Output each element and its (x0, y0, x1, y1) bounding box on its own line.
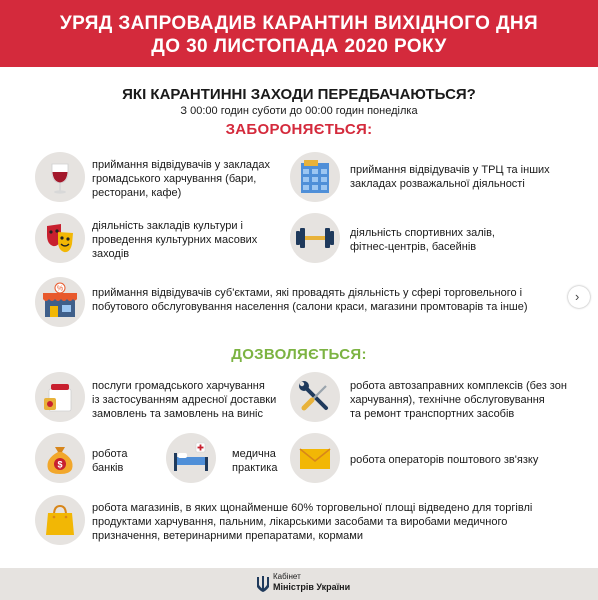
theater-masks-icon (35, 213, 85, 263)
allowed-item-delivery: послуги громадського харчування із застосуванням адресної доставки замовлень та замовлень на виніс (92, 380, 277, 420)
forbidden-item-restaurants: приймання відвідувачів у закладах громадського харчування (бари, ресторани, кафе) (92, 159, 271, 199)
forbidden-item-culture: діяльність закладів культури і проведення культурних масових заходів (92, 220, 258, 260)
svg-text:$: $ (57, 459, 63, 470)
forbidden-item-gyms: діяльність спортивних залів, фітнес-центрів, басейнів (350, 227, 495, 253)
footer-org-line1: Кабінет (273, 572, 301, 581)
hospital-bed-icon (166, 433, 216, 483)
header-banner (0, 0, 598, 67)
wrench-screwdriver-icon (290, 372, 340, 422)
next-slide-button[interactable] (568, 286, 590, 308)
forbidden-item-services: приймання відвідувачів суб'єктами, які провадять діяльність у сфері торговельного і побутового обслуговування населення (салони краси, магазини промтоварів та інше) (92, 287, 528, 313)
header-title-line1: УРЯД ЗАПРОВАДИВ КАРАНТИН ВИХІДНОГО ДНЯ (59, 13, 539, 34)
envelope-icon (290, 433, 340, 483)
footer (0, 568, 598, 600)
header-title-line2: ДО 30 ЛИСТОПАДА 2020 РОКУ (151, 36, 447, 57)
footer-org-line2: Міністрів України (273, 582, 351, 592)
svg-text:%: % (56, 285, 64, 293)
allowed-item-gas-stations: робота автозаправних комплексів (без зон харчування), технічне обслуговування та ремонт транспортних засобів (350, 380, 567, 420)
allowed-item-post: робота операторів поштового зв'язку (350, 454, 539, 466)
store-percent-icon (35, 277, 85, 327)
takeaway-food-icon (35, 372, 85, 422)
wine-glass-icon (35, 152, 85, 202)
money-bag-icon (35, 433, 85, 483)
allowed-item-banks: робота банків (92, 448, 128, 474)
shopping-mall-icon (290, 152, 340, 202)
allowed-item-groceries: робота магазинів, в яких щонайменше 60% торговельної площі відведено для торгівлі продуктами харчування, пальним, лікарськими засобами та виробами медичного призначення, ветеринарними препаратами, кормами (92, 502, 533, 542)
shopping-bag-icon (35, 495, 85, 545)
allowed-item-medicine: медична практика (232, 448, 278, 474)
trident-icon (256, 575, 270, 593)
forbidden-item-malls: приймання відвідувачів у ТРЦ та інших закладах розважальної діяльності (350, 164, 550, 190)
time-subtitle: З 00:00 годин суботи до 00:00 годин понеділка (180, 105, 418, 117)
chevron-right-icon: › (575, 289, 580, 304)
dumbbell-icon (290, 213, 340, 263)
question-heading: ЯКІ КАРАНТИННІ ЗАХОДИ ПЕРЕДБАЧАЮТЬСЯ? (122, 86, 476, 103)
allowed-heading: ДОЗВОЛЯЄТЬСЯ: (231, 346, 367, 363)
forbidden-heading: ЗАБОРОНЯЄТЬСЯ: (225, 121, 373, 138)
